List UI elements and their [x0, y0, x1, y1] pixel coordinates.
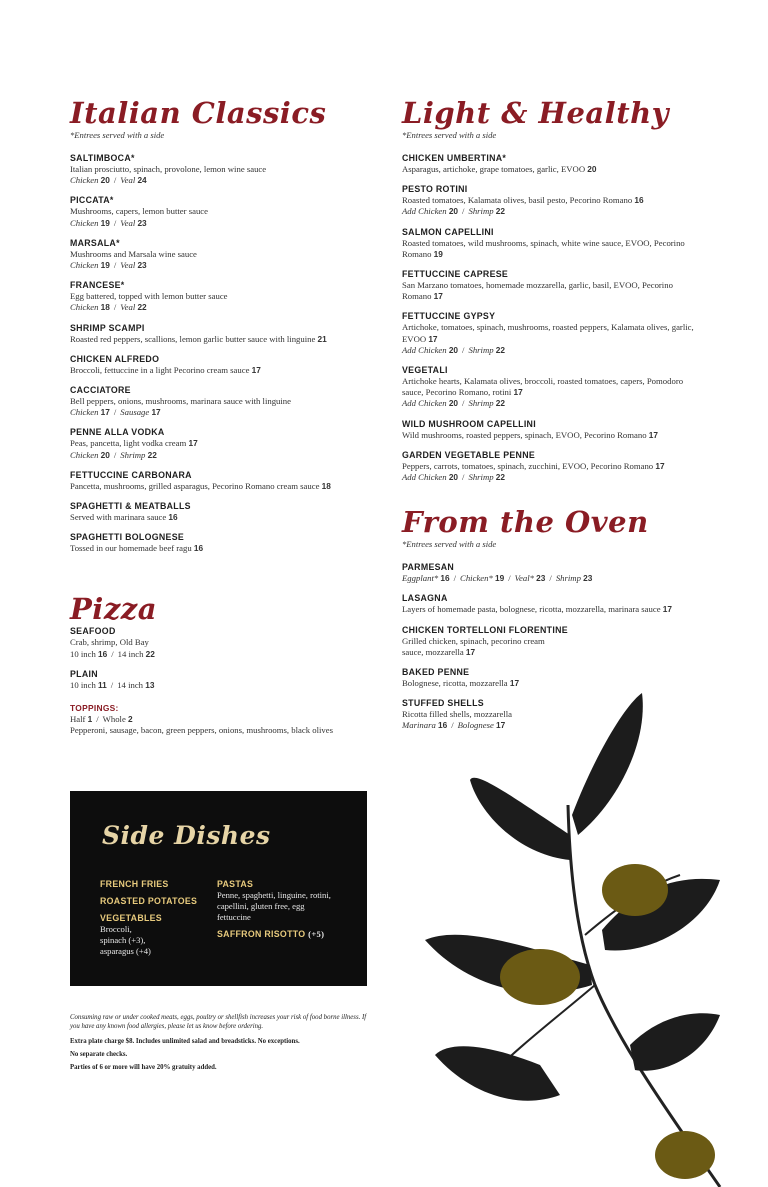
- price-label: Chicken: [70, 175, 99, 186]
- item-desc: Bell peppers, onions, mushrooms, marinara sauce with linguine: [70, 396, 292, 407]
- price: 20: [448, 398, 459, 409]
- price: 19: [100, 260, 110, 271]
- price: 17: [648, 429, 658, 440]
- menu-item: [70, 470, 375, 492]
- toppings-prices: Half 1 / Whole 2: [70, 714, 133, 725]
- item-price-options: Chicken 19 / Veal 23: [70, 217, 147, 228]
- price: 20: [100, 449, 110, 460]
- desc-text: Pancetta, mushrooms, grilled asparagus, Pecorino Romano cream sauce: [70, 480, 320, 491]
- desc-text: Roasted tomatoes, Kalamata olives, basil pesto, Pecorino Romano: [402, 195, 633, 206]
- oven-note: *Entrees served with a side: [402, 539, 497, 550]
- price: 16: [437, 720, 448, 731]
- desc-text: Asparagus, artichoke, grape tomatoes, garlic, EVOO: [402, 164, 586, 174]
- menu-item: [70, 669, 375, 691]
- price: 16: [98, 648, 108, 659]
- side-col-left: [100, 879, 210, 957]
- price: 13: [145, 679, 155, 690]
- price: 16: [634, 195, 644, 206]
- price: 23: [137, 217, 147, 228]
- item-name: GARDEN VEGETABLE PENNE: [402, 449, 536, 460]
- price: 22: [145, 648, 155, 659]
- price-label: Add Chicken: [402, 206, 447, 217]
- price: 22: [495, 472, 505, 483]
- allergy-disclaimer: Consuming raw or under cooked meats, eggs, poultry or shellfish increases your risk of food borne illness. If you have any known food allergies, please let us know before ordering.: [70, 1014, 367, 1030]
- item-name: PLAIN: [70, 668, 98, 679]
- price: 21: [317, 333, 327, 344]
- price-label: 14 inch: [117, 679, 144, 690]
- menu-item: [70, 532, 375, 554]
- price: 23: [536, 573, 546, 584]
- right-column: [402, 96, 702, 741]
- desc-text: Grilled chicken, spinach, pecorino cream sauce, mozzarella: [402, 635, 545, 657]
- menu-item: [402, 593, 702, 615]
- gratuity-note: Parties of 6 or more will have 20% gratuity added.: [70, 1064, 217, 1071]
- price: 17: [662, 604, 672, 615]
- item-desc: [402, 164, 702, 175]
- menu-item: [70, 354, 375, 376]
- item-desc: [402, 461, 702, 472]
- price: 22: [137, 302, 147, 313]
- desc-text: Peppers, carrots, tomatoes, spinach, zucchini, EVOO, Pecorino Romano: [402, 460, 654, 471]
- side-item: FRENCH FRIES: [100, 879, 169, 889]
- menu-item: [402, 419, 702, 441]
- price: 20: [587, 164, 597, 174]
- item-desc: [402, 322, 702, 344]
- desc-text: Roasted tomatoes, wild mushrooms, spinach, white wine sauce, EVOO, Pecorino Romano: [402, 237, 685, 259]
- desc-text: Tossed in our homemade beef ragu: [70, 543, 192, 554]
- price-label: Veal: [120, 175, 136, 186]
- price: 20: [448, 344, 459, 355]
- menu-item: [70, 385, 375, 418]
- olive-branch-illustration: [420, 685, 768, 1187]
- price-label: Shrimp: [555, 573, 581, 584]
- desc-text: Artichoke, tomatoes, spinach, mushrooms, roasted peppers, Kalamata olives, garlic, EVOO: [402, 322, 694, 344]
- item-desc: [402, 636, 562, 658]
- item-name: WILD MUSHROOM CAPELLINI: [402, 418, 536, 429]
- price: 22: [147, 449, 157, 460]
- menu-item: [402, 311, 702, 356]
- side-item: ROASTED POTATOES: [100, 896, 198, 906]
- price: 17: [509, 678, 520, 689]
- menu-item: [402, 562, 702, 584]
- menu-item: [402, 153, 702, 175]
- price: 17: [151, 407, 161, 418]
- price: 19: [433, 248, 443, 259]
- price-label: Shrimp: [468, 206, 494, 217]
- item-desc: Mushrooms and Marsala wine sauce: [70, 248, 197, 259]
- price: 17: [100, 407, 110, 418]
- menu-item: [70, 153, 375, 186]
- price-label: Shrimp: [468, 344, 494, 355]
- item-name: BAKED PENNE: [402, 667, 470, 678]
- item-name: FETTUCCINE CAPRESE: [402, 269, 509, 280]
- item-price-options: Chicken 20 / Veal 24: [70, 175, 147, 186]
- desc-text: Roasted red peppers, scallions, lemon garlic butter sauce with linguine: [70, 333, 316, 344]
- italian-classics-title: Italian Classics: [70, 96, 327, 130]
- price-label: Shrimp: [468, 472, 494, 483]
- price-label: Shrimp: [468, 398, 494, 409]
- price: 22: [495, 206, 505, 217]
- price: 1: [87, 714, 93, 725]
- desc-text: Bolognese, ricotta, mozzarella: [402, 678, 508, 689]
- price-label: Chicken: [70, 217, 99, 228]
- item-name: FETTUCCINE CARBONARA: [70, 469, 192, 480]
- side-col-right: [217, 879, 337, 940]
- item-name: CHICKEN ALFREDO: [70, 353, 160, 364]
- plate-charge-note: Extra plate charge $8. Includes unlimited salad and breadsticks. No exceptions.: [70, 1038, 300, 1045]
- olive-leaf-icon: [425, 693, 720, 1101]
- price-label: Sausage: [120, 407, 150, 418]
- item-price-options: Chicken 19 / Veal 23: [70, 260, 147, 271]
- price: 19: [100, 217, 110, 228]
- item-desc: [402, 280, 702, 302]
- price: 19: [495, 573, 505, 584]
- item-desc: Italian prosciutto, spinach, provolone, lemon wine sauce: [70, 164, 267, 174]
- price-label: Add Chicken: [402, 398, 447, 409]
- price: 20: [448, 472, 459, 483]
- item-desc: [70, 334, 375, 345]
- item-name: VEGETALI: [402, 365, 448, 376]
- price: 16: [440, 573, 450, 584]
- side-desc: Penne, spaghetti, linguine, rotini, capellini, gluten free, egg fettuccine: [217, 890, 331, 922]
- price: 11: [98, 679, 107, 690]
- desc-text: Layers of homemade pasta, bolognese, ricotta, mozzarella, marinara sauce: [402, 604, 661, 615]
- price: 18: [321, 480, 331, 491]
- item-name: SALMON CAPELLINI: [402, 226, 494, 237]
- upcharge: (+3),: [128, 935, 146, 945]
- price-label: Whole: [102, 714, 126, 725]
- price: 17: [188, 438, 198, 449]
- price: 17: [428, 333, 438, 344]
- menu-item: [402, 269, 702, 302]
- price-label: Eggplant*: [402, 573, 439, 584]
- price: 16: [168, 512, 178, 523]
- desc-text: Broccoli, fettuccine in a light Pecorino cream sauce: [70, 364, 250, 375]
- menu-item: [70, 238, 375, 271]
- price-label: Chicken*: [460, 573, 493, 584]
- item-price-options: Add Chicken 20 / Shrimp 22: [402, 344, 505, 355]
- price: 22: [495, 398, 505, 409]
- side-item-label: SAFFRON RISOTTO: [217, 929, 306, 939]
- menu-item: [70, 195, 375, 228]
- price: 23: [583, 573, 593, 584]
- item-desc: [402, 195, 702, 206]
- price: 24: [137, 175, 147, 186]
- item-desc: [70, 512, 375, 523]
- price: 17: [513, 387, 523, 398]
- side-desc: [100, 935, 210, 946]
- item-name: SHRIMP SCAMPI: [70, 322, 145, 333]
- price-label: Veal: [120, 217, 136, 228]
- menu-item: [70, 280, 375, 313]
- side-dishes-panel: [70, 791, 367, 986]
- desc-text: San Marzano tomatoes, homemade mozzarella, garlic, basil, EVOO, Pecorino Romano: [402, 280, 673, 302]
- price-label: Chicken: [70, 407, 99, 418]
- price: 17: [465, 646, 476, 657]
- item-desc: [70, 481, 375, 492]
- light-healthy-title: Light & Healthy: [402, 96, 670, 130]
- item-price-options: Chicken 20 / Shrimp 22: [70, 449, 157, 460]
- menu-item: [402, 450, 702, 483]
- item-desc: Mushrooms, capers, lemon butter sauce: [70, 206, 208, 217]
- price-label: Chicken: [70, 260, 99, 271]
- menu-item: [402, 184, 702, 217]
- price: 18: [100, 302, 110, 313]
- footer-notes: [70, 1013, 370, 1076]
- item-price-options: 10 inch 16 / 14 inch 22: [70, 648, 155, 659]
- menu-item: [70, 427, 375, 460]
- menu-item: [402, 625, 702, 658]
- menu-item: [70, 626, 375, 659]
- item-name: CHICKEN TORTELLONI FLORENTINE: [402, 624, 568, 635]
- price-label: Veal: [120, 302, 136, 313]
- item-name: PESTO ROTINI: [402, 184, 468, 195]
- item-name: SEAFOOD: [70, 626, 116, 637]
- price: 17: [433, 291, 443, 302]
- item-desc: [70, 438, 375, 449]
- item-name: CHICKEN UMBERTINA*: [402, 153, 507, 163]
- item-desc: [70, 365, 375, 376]
- item-desc: Crab, shrimp, Old Bay: [70, 637, 149, 648]
- price-label: Bolognese: [457, 720, 494, 731]
- item-name: STUFFED SHELLS: [402, 698, 484, 709]
- price: 22: [495, 344, 505, 355]
- price-label: Chicken: [70, 302, 99, 313]
- price: 17: [655, 460, 665, 471]
- side-desc: Broccoli,: [100, 924, 132, 934]
- price-label: Add Chicken: [402, 344, 447, 355]
- item-name: PARMESAN: [402, 562, 455, 573]
- item-price-options: 10 inch 11 / 14 inch 13: [70, 679, 155, 690]
- desc-text: Served with marinara sauce: [70, 512, 167, 523]
- item-name: SALTIMBOCA*: [70, 153, 135, 163]
- item-name: LASAGNA: [402, 593, 448, 604]
- italian-classics-note: *Entrees served with a side: [70, 130, 165, 140]
- item-desc: Ricotta filled shells, mozzarella: [402, 709, 513, 720]
- item-name: PENNE ALLA VODKA: [70, 427, 165, 438]
- price: 20: [100, 175, 110, 186]
- price-label: 10 inch: [70, 679, 96, 690]
- left-column: [70, 96, 375, 736]
- item-price-options: Chicken 18 / Veal 22: [70, 302, 147, 313]
- item-price-options: Marinara 16 / Bolognese 17: [402, 720, 506, 731]
- pizza-title: Pizza: [70, 592, 158, 627]
- price-label: Chicken: [70, 449, 99, 460]
- price: 20: [448, 206, 459, 217]
- price: 2: [128, 714, 133, 725]
- item-name: SPAGHETTI & MEATBALLS: [70, 501, 191, 512]
- side-dishes-title: Side Dishes: [102, 821, 271, 850]
- menu-item: [70, 501, 375, 523]
- price-label: Half: [70, 714, 86, 725]
- price-label: Add Chicken: [402, 472, 447, 483]
- item-name: MARSALA*: [70, 237, 120, 248]
- item-desc: [402, 430, 702, 441]
- price-label: 14 inch: [117, 648, 144, 659]
- upcharge: (+5): [308, 929, 325, 939]
- side-item: [217, 929, 337, 940]
- oven-title: From the Oven: [402, 505, 649, 540]
- price-label: Shrimp: [120, 449, 146, 460]
- light-healthy-note: *Entrees served with a side: [402, 130, 497, 140]
- menu-item: [70, 323, 375, 345]
- item-price-options: Add Chicken 20 / Shrimp 22: [402, 206, 505, 217]
- upcharge: (+4): [136, 946, 151, 956]
- item-price-options: Add Chicken 20 / Shrimp 22: [402, 472, 505, 483]
- price-label: Marinara: [402, 720, 436, 731]
- price-label: Veal*: [514, 573, 534, 584]
- price: 16: [193, 543, 204, 554]
- price-label: 10 inch: [70, 648, 96, 659]
- checks-note: No separate checks.: [70, 1051, 128, 1058]
- desc-text: Artichoke hearts, Kalamata olives, broccoli, roasted tomatoes, capers, Pomodoro sauce, Pecorino Romano, rotini: [402, 376, 684, 398]
- toppings-label: TOPPINGS:: [70, 703, 119, 714]
- desc-text: asparagus: [100, 946, 134, 956]
- desc-text: Peas, pancetta, light vodka cream: [70, 438, 187, 449]
- side-desc: [100, 946, 210, 957]
- item-price-options: Add Chicken 20 / Shrimp 22: [402, 398, 505, 409]
- item-desc: [402, 604, 702, 615]
- item-desc: [402, 238, 702, 260]
- item-desc: Egg battered, topped with lemon butter sauce: [70, 291, 228, 302]
- menu-item: [402, 365, 702, 410]
- desc-text: Wild mushrooms, roasted peppers, spinach, EVOO, Pecorino Romano: [402, 429, 647, 440]
- item-name: PICCATA*: [70, 195, 114, 206]
- item-name: FRANCESE*: [70, 280, 125, 291]
- side-item: PASTAS: [217, 879, 254, 889]
- desc-text: spinach: [100, 935, 127, 945]
- menu-item: [402, 227, 702, 260]
- item-name: FETTUCCINE GYPSY: [402, 311, 496, 322]
- item-price-options: Chicken 17 / Sausage 17: [70, 407, 161, 418]
- side-item: VEGETABLES: [100, 913, 162, 923]
- price-label: Veal: [120, 260, 136, 271]
- price: 17: [251, 364, 261, 375]
- toppings-list: Pepperoni, sausage, bacon, green peppers, onions, mushrooms, black olives: [70, 725, 333, 736]
- price: 17: [496, 720, 506, 731]
- item-price-options: Eggplant* 16 / Chicken* 19 / Veal* 23 / Shrimp 23: [402, 573, 593, 584]
- item-name: SPAGHETTI BOLOGNESE: [70, 532, 185, 543]
- item-name: CACCIATORE: [70, 385, 131, 396]
- item-desc: [402, 376, 702, 398]
- price: 23: [137, 260, 147, 271]
- item-desc: [70, 543, 375, 554]
